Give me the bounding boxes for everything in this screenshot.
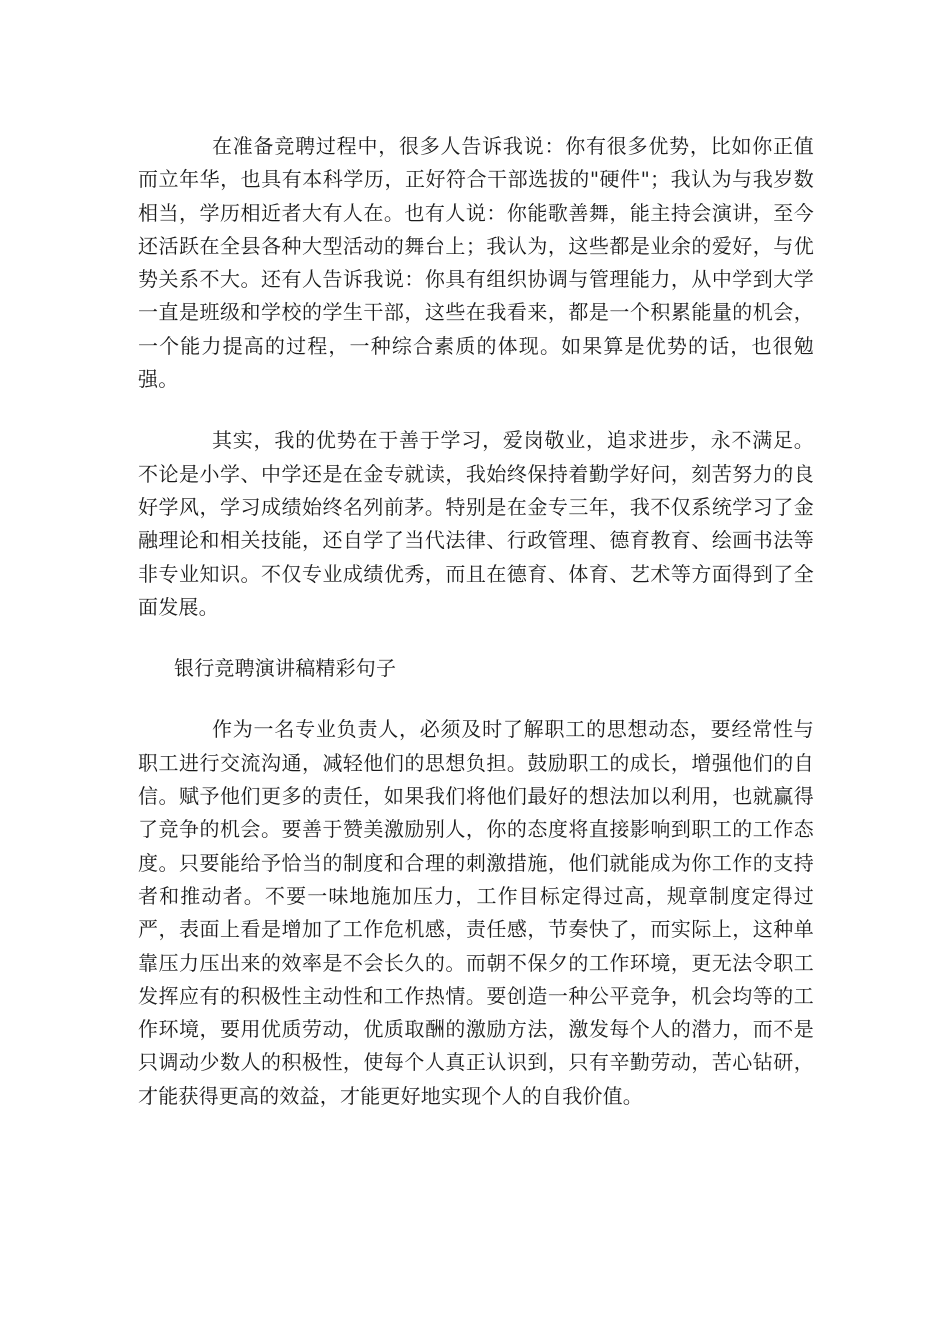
paragraph-learning-strength: 其实，我的优势在于善于学习，爱岗敬业，追求进步，永不满足。不论是小学、中学还是在金专就读，我始终保持着勤学好问，刻苦努力的良好学风，学习成绩始终名列前茅。特别是在金专三年，我不仅系统学习了金融理论和相关技能，还自学了当代法律、行政管理、德育教育、绘画书法等非专业知识。不仅专业成绩优秀，而且在德育、体育、艺术等方面得到了全面发展。 — [138, 428, 814, 619]
paragraph-candidate-advantages: 在准备竞聘过程中，很多人告诉我说：你有很多优势，比如你正值而立年华，也具有本科学历，正好符合干部选拔的"硬件"；我认为与我岁数相当，学历相近者大有人在。也有人说：你能歌善舞，能主持会演讲，至今还活跃在全县各种大型活动的舞台上；我认为，这些都是业余的爱好，与优势关系不大。还有人告诉我说：你具有组织协调与管理能力，从中学到大学一直是班级和学校的学生干部，这些在我看来，都是一个积累能量的机会，一个能力提高的过程，一种综合素质的体现。如果算是优势的话，也很勉强。 — [138, 134, 814, 392]
paragraph-management-approach: 作为一名专业负责人，必须及时了解职工的思想动态，要经常性与职工进行交流沟通，减轻他们的思想负担。鼓励职工的成长，增强他们的自信。赋予他们更多的责任，如果我们将他们最好的想法加以利用，也就赢得了竞争的机会。要善于赞美激励别人，你的态度将直接影响到职工的工作态度。只要能给予恰当的制度和合理的刺激措施，他们就能成为你工作的支持者和推动者。不要一味地施加压力，工作目标定得过高，规章制度定得过严，表面上看是增加了工作危机感，责任感，节奏快了，而实际上，这种单靠压力压出来的效率是不会长久的。而朝不保夕的工作环境，更无法令职工发挥应有的积极性主动性和工作热情。要创造一种公平竞争，机会均等的工作环境，要用优质劳动，优质取酬的激励方法，激发每个人的潜力，而不是只调动少数人的积极性，使每个人真正认识到，只有辛勤劳动，苦心钻研，才能获得更高的效益，才能更好地实现个人的自我价值。 — [138, 717, 814, 1108]
document-body — [138, 130, 814, 1141]
section-heading: 银行竞聘演讲稿精彩句子 — [174, 656, 397, 681]
